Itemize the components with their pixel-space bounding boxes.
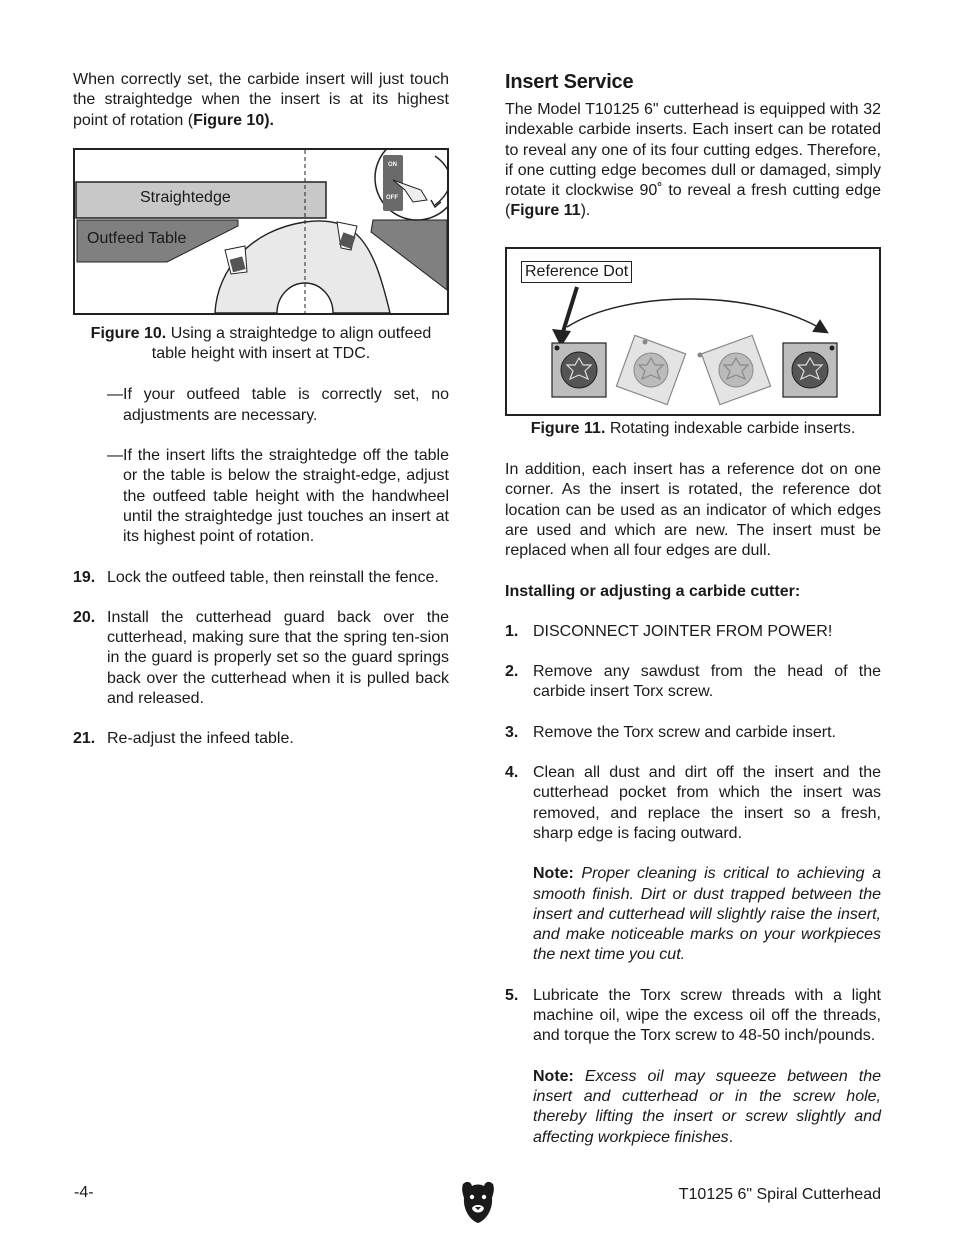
reference-pointer xyxy=(562,287,577,335)
step-number: 1. xyxy=(505,622,519,640)
figure-11 xyxy=(505,247,881,416)
rotation-arrow-icon xyxy=(567,299,825,331)
step-text: Clean all dust and dirt off the insert and the cutterhead pocket from which the insert was removed, and replace the insert so a fresh, sharp edge is facing outward. xyxy=(533,764,881,842)
step-text: Remove any sawdust from the head of the carbide insert Torx screw. xyxy=(533,663,881,701)
outfeed-table-label: Outfeed Table xyxy=(87,229,187,247)
step-text: DISCONNECT JOINTER FROM POWER! xyxy=(533,622,833,640)
step-number: 19. xyxy=(73,568,96,586)
dash-item: —If your outfeed table is correctly set, no adjustments are necessary. xyxy=(107,386,449,424)
step-number: 3. xyxy=(505,723,519,741)
right-column xyxy=(505,70,881,1148)
step-number: 4. xyxy=(505,764,519,782)
step-number: 21. xyxy=(73,730,96,748)
list-item xyxy=(505,723,881,743)
document-title: T10125 6" Spiral Cutterhead xyxy=(678,1186,881,1203)
intro-paragraph: When correctly set, the carbide insert will just touch the straightedge when the insert is at its highest point of rotation (Figure 10). xyxy=(73,71,449,129)
step-text: Lubricate the Torx screw threads with a light machine oil, wipe the excess oil off the threads, and torque the Torx screw to 48-50 inch/pounds. xyxy=(533,986,881,1045)
list-item xyxy=(73,729,449,749)
page-number: -4- xyxy=(74,1184,94,1201)
list-item xyxy=(505,662,881,703)
step-text: Remove the Torx screw and carbide insert. xyxy=(533,723,836,741)
straightedge-label: Straightedge xyxy=(140,188,231,206)
list-item xyxy=(505,622,881,642)
figure-10-caption: Figure 10. Using a straightedge to align outfeed table height with insert at TDC. xyxy=(90,324,432,363)
note: Note: Excess oil may squeeze between the insert and cutterhead or in the screw hole, thereby lifting the insert or screw slightly and affecting workpiece finishes. xyxy=(533,1067,881,1146)
subheading: Installing or adjusting a carbide cutter: xyxy=(505,582,801,600)
step-text: Lock the outfeed table, then reinstall the fence. xyxy=(107,568,439,586)
carbide-insert-icon xyxy=(616,335,685,404)
figure-11-caption: Figure 11. Rotating indexable carbide inserts. xyxy=(530,419,856,437)
list-item xyxy=(73,608,449,709)
carbide-insert-icon xyxy=(698,335,771,404)
carbide-insert-icon xyxy=(783,343,837,397)
step-number: 20. xyxy=(73,608,96,626)
left-column xyxy=(73,70,449,750)
switch-on-label: ON xyxy=(388,161,397,168)
bear-logo-icon xyxy=(459,1180,497,1230)
step-number: 2. xyxy=(505,663,519,681)
dash-item: —If the insert lifts the straightedge off the table or the table is below the straight-edge, adjust the outfeed table height with the handwheel until the straightedge just touches an insert at its highest point of rotation. xyxy=(107,447,449,546)
list-item xyxy=(505,986,881,1047)
step-number: 5. xyxy=(505,986,519,1004)
reference-dot-paragraph: In addition, each insert has a reference dot on one corner. As the insert is rotated, the reference dot location can be used as an indicator of which edges are used and which are new. The insert must be replaced when all four edges are dull. xyxy=(505,461,881,560)
step-text: Install the cutterhead guard back over the cutterhead, making sure that the spring ten-sion in the guard is properly set so the guard springs back over the cutterhead when it is pulled back and released. xyxy=(107,608,449,708)
figure-10 xyxy=(73,148,449,315)
intro-paragraph: The Model T10125 6" cutterhead is equipped with 32 indexable carbide inserts. Each insert can be rotated to reveal any one of its four cutting edges. Therefore, if one cutting edge becomes dull or damaged, simply rotate it clockwise 90˚ to reveal a fresh cutting edge (Figure 11). xyxy=(505,101,881,220)
step-text: Re-adjust the infeed table. xyxy=(107,730,294,748)
switch-off-label: OFF xyxy=(386,194,398,201)
infeed-table-shape xyxy=(371,220,447,290)
note: Note: Proper cleaning is critical to achieving a smooth finish. Dirt or dust trapped between the insert and cutterhead will slightly raise the insert, and make noticeable marks on your workpieces the next time you cut. xyxy=(533,865,881,964)
reference-dot-label: Reference Dot xyxy=(521,261,632,283)
list-item xyxy=(505,763,881,844)
list-item xyxy=(73,568,449,588)
section-heading: Insert Service xyxy=(505,71,634,93)
carbide-insert-icon xyxy=(552,343,606,397)
